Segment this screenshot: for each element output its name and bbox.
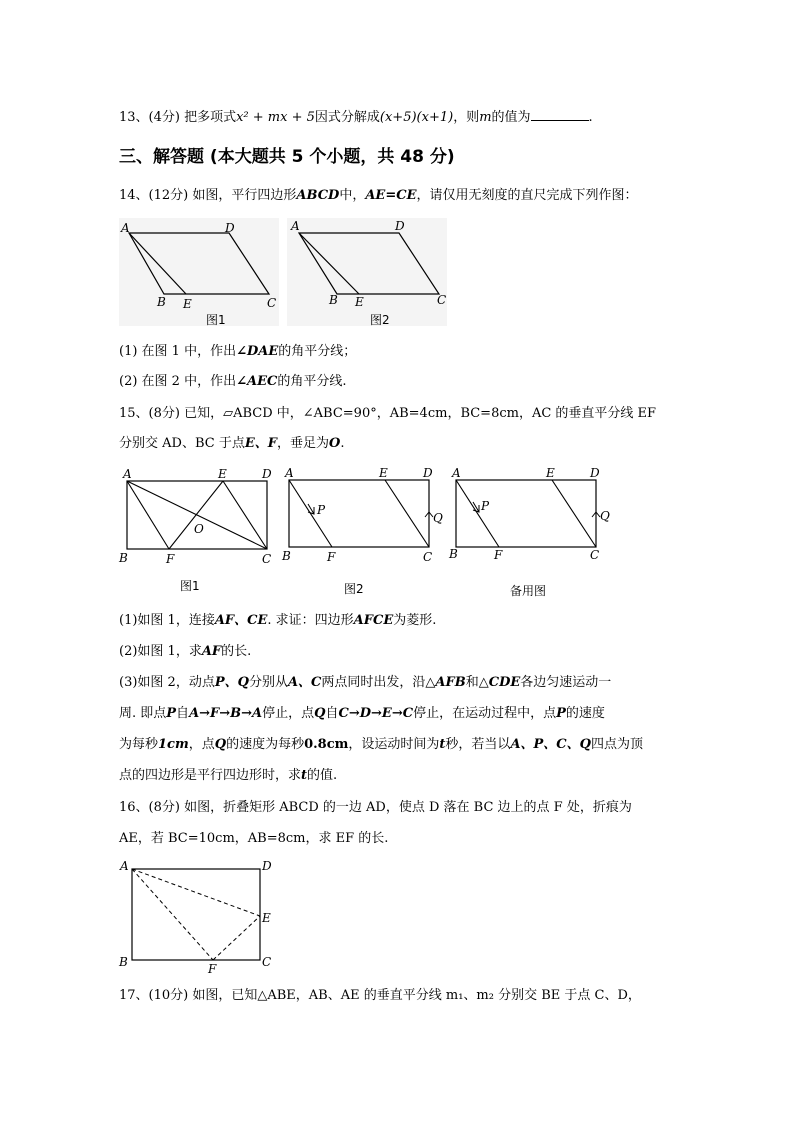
question-13 (119, 108, 593, 127)
q15-p3-l2-e: 停止，在运动过程中，点 (413, 706, 557, 721)
q15-p3-points-ac: A、C (287, 675, 322, 690)
q15-fig3-label-e: E (546, 466, 555, 480)
q14-fig2-label-e: E (355, 295, 364, 309)
q15-points-ef: E、F (244, 436, 277, 451)
q15-stem2-b: ，垂足为 (276, 436, 329, 451)
q13-then: ，则 (453, 110, 480, 125)
q15-p3-l2-b: 自 (176, 706, 190, 721)
q15-p3-point-q: Q (314, 706, 326, 721)
q15-fig2-arrow-q (425, 512, 433, 524)
q15-p1-shape: AFCE (353, 613, 394, 628)
q15-p3-l3-e: 秒，若当以 (445, 737, 511, 752)
q16-label-f: F (208, 962, 217, 976)
q14-part2-b: 的角平分线. (277, 374, 347, 389)
q15-fig1-label-c: C (262, 552, 272, 566)
q14-part-1 (119, 343, 356, 361)
q15-fig2-segment-ec (385, 480, 429, 547)
q15-fig3-segment-af (456, 480, 499, 547)
q15-p3-l3-b: ，点 (188, 737, 215, 752)
q15-p3-l4-a: 点的四边形是平行四边形时，求 (119, 768, 302, 783)
q16-label-b: B (119, 955, 128, 969)
q13-answer-blank[interactable] (531, 108, 589, 121)
q15-figure-2 (282, 466, 442, 571)
q15-fig2-label-c: C (423, 550, 433, 564)
q15-p3-l1-a: (3)如图 2，动点 (119, 675, 215, 690)
q14-fig2-background (287, 218, 447, 326)
q15-p3-l1-d: 和 (465, 675, 479, 690)
q15-fig1-label-e: E (218, 467, 227, 481)
q15-p3-time-t: t (439, 737, 446, 752)
q15-stem-line-2 (119, 435, 344, 453)
q15-fig1-label-a: A (123, 467, 132, 481)
q16-line-2: AE，若 BC=10cm，AB=8cm，求 EF 的长. (119, 831, 389, 846)
q15-fig1-caption: 图1 (180, 579, 200, 593)
q15-fig2-label-e: E (379, 466, 388, 480)
q15-p3-l2-c: 停止，点 (262, 706, 315, 721)
q16-label-e: E (262, 911, 271, 925)
q14-part1-angle: ∠DAE (236, 344, 279, 359)
q15-p3-l3-f: 四点为顶 (590, 737, 643, 752)
q15-fig2-label-d: D (423, 466, 433, 480)
q14-stem-b: 中， (339, 188, 366, 203)
q16-line-1: 16、(8分) 如图，折叠矩形 ABCD 的一边 AD，使点 D 落在 BC 边上的点 F 处，折痕为 (119, 800, 632, 815)
q15-part-3-line-1 (119, 674, 611, 692)
q15-p3-speed-q: 0.8cm (304, 737, 349, 752)
q15-p3-point-q-2: Q (214, 737, 227, 752)
q15-p3-l1-c: 两点同时出发，沿 (321, 675, 426, 690)
q15-p3-l2-d: 自 (325, 706, 339, 721)
q15-fig3-segment-ec (552, 480, 596, 547)
q15-part-3-line-3 (119, 736, 643, 754)
q15-fig2-label-b: B (282, 549, 291, 563)
q15-fig3-caption: 备用图 (510, 584, 547, 598)
q14-fig1-label-e: E (183, 297, 192, 311)
q15-p3-points-pq: P、Q (214, 675, 249, 690)
q15-p3-l3-c: 的速度为每秒 (226, 737, 305, 752)
q13-factors: (x+5)(x+1) (379, 110, 454, 125)
q15-part-3-line-2 (119, 705, 605, 723)
q14-part1-b: 的角平分线； (278, 344, 357, 359)
q15-p3-l1-b: 分别从 (248, 675, 288, 690)
q14-figure-1 (119, 218, 279, 328)
q14-stem-c: ，请仅用无刻度的直尺完成下列作图： (416, 188, 638, 203)
q15-backup-figure (449, 466, 619, 571)
q14-fig1-caption: 图1 (206, 313, 226, 327)
q15-p3-point-p: P (166, 706, 177, 721)
q16-segment-ae (132, 869, 260, 916)
q15-p3-l4-b: 的值. (307, 768, 338, 783)
q16-label-c: C (262, 955, 272, 969)
q15-p3-l2-a: 周. 即点 (119, 706, 167, 721)
q14-fig1-label-c: C (267, 296, 277, 310)
q15-fig1-label-f: F (166, 552, 175, 566)
q14-stem-a: 14、(12分) 如图，平行四边形 (119, 188, 297, 203)
q14-fig2-label-b: B (329, 293, 338, 307)
q14-fig2-caption: 图2 (370, 313, 390, 327)
q15-part-2 (119, 643, 251, 661)
q15-p3-l1-e: 各边匀速运动一 (520, 675, 612, 690)
q15-p2-b: 的长. (221, 644, 252, 659)
q15-fig3-label-b: B (449, 547, 458, 561)
q15-fig2-label-p: P (317, 503, 326, 517)
q13-polynomial: x² + mx + 5 (236, 110, 315, 125)
q15-stem2-end: . (340, 436, 345, 451)
q16-figure (117, 856, 287, 976)
q15-fig3-label-d: D (590, 466, 600, 480)
q15-figure-1 (119, 466, 279, 571)
q15-stem2-a: 分别交 AD、BC 于点 (119, 436, 245, 451)
q15-p3-path-q: C→D→E→C (338, 706, 414, 721)
q17-line-1: 17、(10分) 如图，已知△ABE，AB、AE 的垂直平分线 m₁、m₂ 分别交 BE 于点 C、D， (119, 988, 641, 1003)
q15-p3-points-apcq: A、P、C、Q (510, 737, 591, 752)
q16-segment-af (132, 869, 213, 960)
q13-mid: 因式分解成 (314, 110, 380, 125)
q14-fig1-label-d: D (225, 221, 235, 235)
q16-label-a: A (120, 859, 129, 873)
q15-p2-a: (2)如图 1，求 (119, 644, 202, 659)
q15-fig3-label-q: Q (600, 509, 610, 523)
q15-p1-a: (1)如图 1，连接 (119, 613, 215, 628)
q15-p3-point-p-2: P (556, 706, 566, 721)
q15-fig1-label-b: B (119, 551, 128, 565)
q15-part-1 (119, 612, 436, 630)
q14-fig2-label-c: C (437, 293, 447, 307)
q14-part2-a: (2) 在图 2 中，作出 (119, 374, 237, 389)
q15-fig3-label-c: C (590, 548, 600, 562)
q14-fig2-label-d: D (395, 219, 405, 233)
q15-p2-segment: AF (201, 644, 222, 659)
section-3-heading: 三、解答题 (本大题共 5 个小题，共 48 分) (119, 147, 455, 167)
q15-stem-line-1: 15、(8分) 已知，▱ABCD 中，∠ABC=90°，AB=4cm，BC=8cm，AC 的垂直平分线 EF (119, 406, 657, 421)
q15-p3-triangle-afb: △AFB (425, 675, 466, 690)
q16-segment-fe (213, 916, 260, 960)
q14-fig1-label-b: B (157, 295, 166, 309)
q15-p3-triangle-cde: △CDE (478, 675, 521, 690)
q15-fig3-label-f: F (494, 548, 503, 562)
q15-p3-l2-f: 的速度 (565, 706, 605, 721)
q15-p3-speed-p: 1cm (158, 737, 189, 752)
q15-part-3-line-4 (119, 767, 337, 785)
q16-label-d: D (262, 859, 272, 873)
q13-prefix: 13、(4分) 把多项式 (119, 110, 237, 125)
q15-fig2-caption: 图2 (344, 582, 364, 596)
q15-p3-l3-a: 为每秒 (119, 737, 159, 752)
q14-fig1-label-a: A (121, 221, 130, 235)
q14-part-2 (119, 373, 346, 391)
question-14-stem (119, 187, 638, 205)
q15-fig3-label-p: P (481, 499, 490, 513)
q14-condition: AE=CE (365, 188, 417, 203)
q14-shape: ABCD (296, 188, 340, 203)
q15-fig2-arrow-p (308, 504, 314, 514)
q15-p1-b: . 求证：四边形 (267, 613, 354, 628)
q15-p3-time-t-2: t (301, 768, 308, 783)
q14-part1-a: (1) 在图 1 中，作出 (119, 344, 237, 359)
q14-part2-angle: ∠AEC (236, 374, 278, 389)
q15-p3-l3-d: ，设运动时间为 (348, 737, 440, 752)
q13-variable: m (479, 110, 492, 125)
q15-p1-c: 为菱形. (393, 613, 437, 628)
q15-fig1-label-o: O (194, 522, 204, 536)
q15-fig1-label-d: D (262, 467, 272, 481)
q14-figure-2 (287, 218, 447, 328)
q15-fig3-arrow-q (592, 512, 600, 524)
q15-point-o: O (328, 436, 341, 451)
q15-fig2-label-q: Q (433, 511, 443, 525)
q15-fig2-label-a: A (285, 466, 294, 480)
q15-fig2-label-f: F (327, 550, 336, 564)
q15-p3-path-p: A→F→B→A (189, 706, 263, 721)
q15-fig3-label-a: A (452, 466, 461, 480)
q15-fig1-segment-fe (169, 481, 223, 549)
q16-rectangle (132, 869, 260, 960)
q15-fig2-segment-af (289, 480, 332, 547)
q15-p1-lines: AF、CE (214, 613, 268, 628)
q13-end: . (588, 110, 593, 125)
q14-fig2-label-a: A (291, 219, 300, 233)
q13-tail: 的值为 (491, 110, 531, 125)
